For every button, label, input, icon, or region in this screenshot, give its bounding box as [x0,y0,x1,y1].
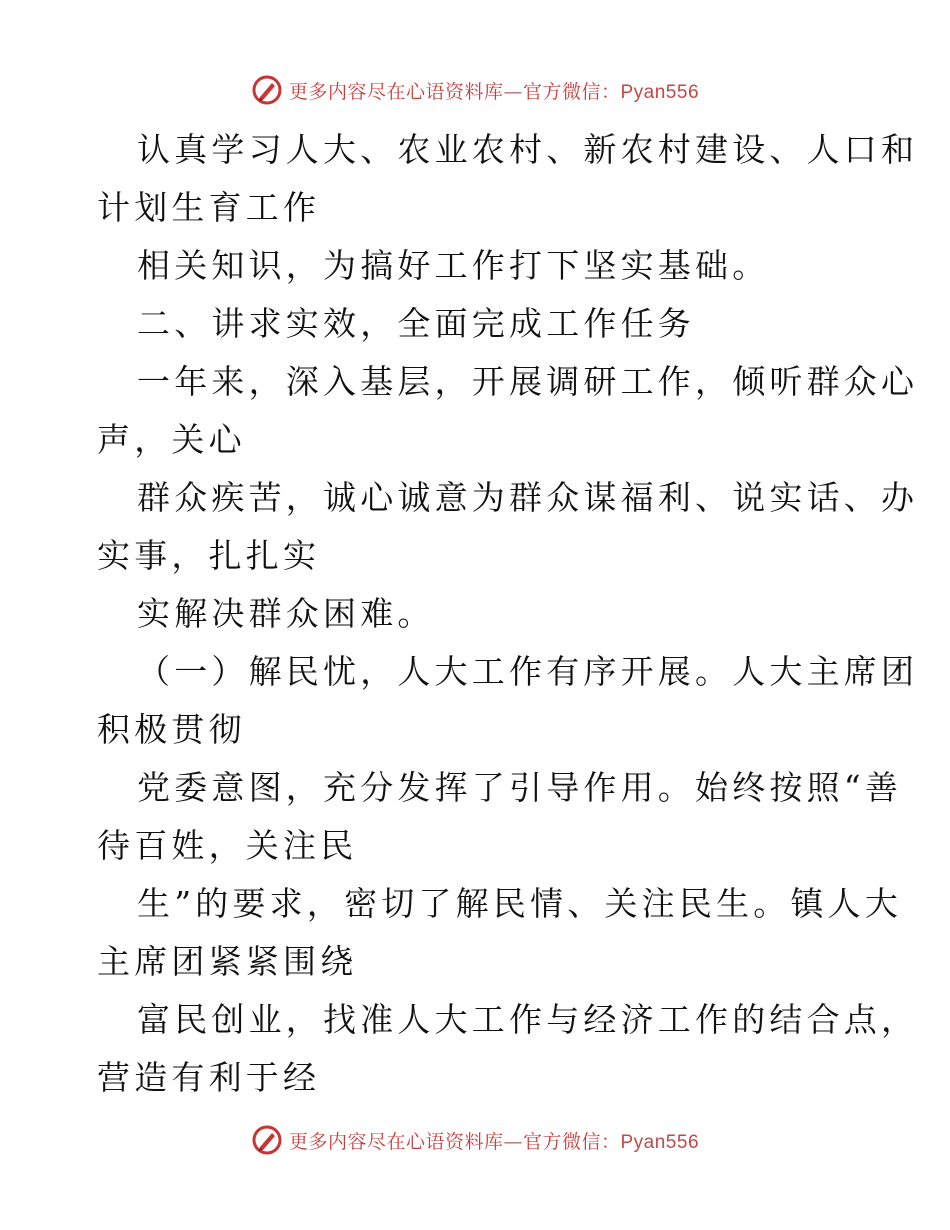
watermark-text [289,77,699,104]
watermark-contact-handle: Pyan556 [620,81,700,103]
footer-watermark [0,1120,950,1160]
watermark-brand: 更多内容尽在心语资料库 [288,1130,504,1153]
body-line: 声，关心 [97,420,246,459]
body-line: 计划生育工作 [97,188,321,227]
body-line: 生”的要求，密切了解民情、关注民生。镇人大 [137,884,903,923]
body-line: （一）解民忧，人大工作有序开展。人大主席团 [137,652,919,691]
body-line: 认真学习人大、农业农村、新农村建设、人口和 [137,130,919,169]
body-line: 党委意图，充分发挥了引导作用。始终按照“善 [137,768,903,807]
red-pen-logo-icon [251,74,283,106]
watermark-contact-label: 官方微信： [522,80,621,103]
body-line: 一年来，深入基层，开展调研工作，倾听群众心 [137,362,919,401]
watermark-contact-label: 官方微信： [522,1130,621,1153]
watermark-text [289,1127,699,1154]
red-pen-logo-icon [251,1124,283,1156]
watermark-brand: 更多内容尽在心语资料库 [288,80,504,103]
watermark-separator: — [503,1130,523,1153]
body-line: 实解决群众困难。 [137,594,435,633]
body-line: 群众疾苦，诚心诚意为群众谋福利、说实话、办 [137,478,919,517]
body-line: 富民创业，找准人大工作与经济工作的结合点， [137,1000,919,1039]
body-line: 二、讲求实效，全面完成工作任务 [137,304,695,343]
body-line: 营造有利于经 [97,1058,321,1097]
watermark-separator: — [503,80,523,103]
body-line: 主席团紧紧围绕 [97,942,358,981]
body-line: 相关知识，为搞好工作打下坚实基础。 [137,246,770,285]
watermark-contact-handle: Pyan556 [620,1131,700,1153]
body-line: 积极贯彻 [97,710,246,749]
header-watermark [0,70,950,110]
body-line: 实事，扎扎实 [97,536,321,575]
body-line: 待百姓，关注民 [97,826,358,865]
